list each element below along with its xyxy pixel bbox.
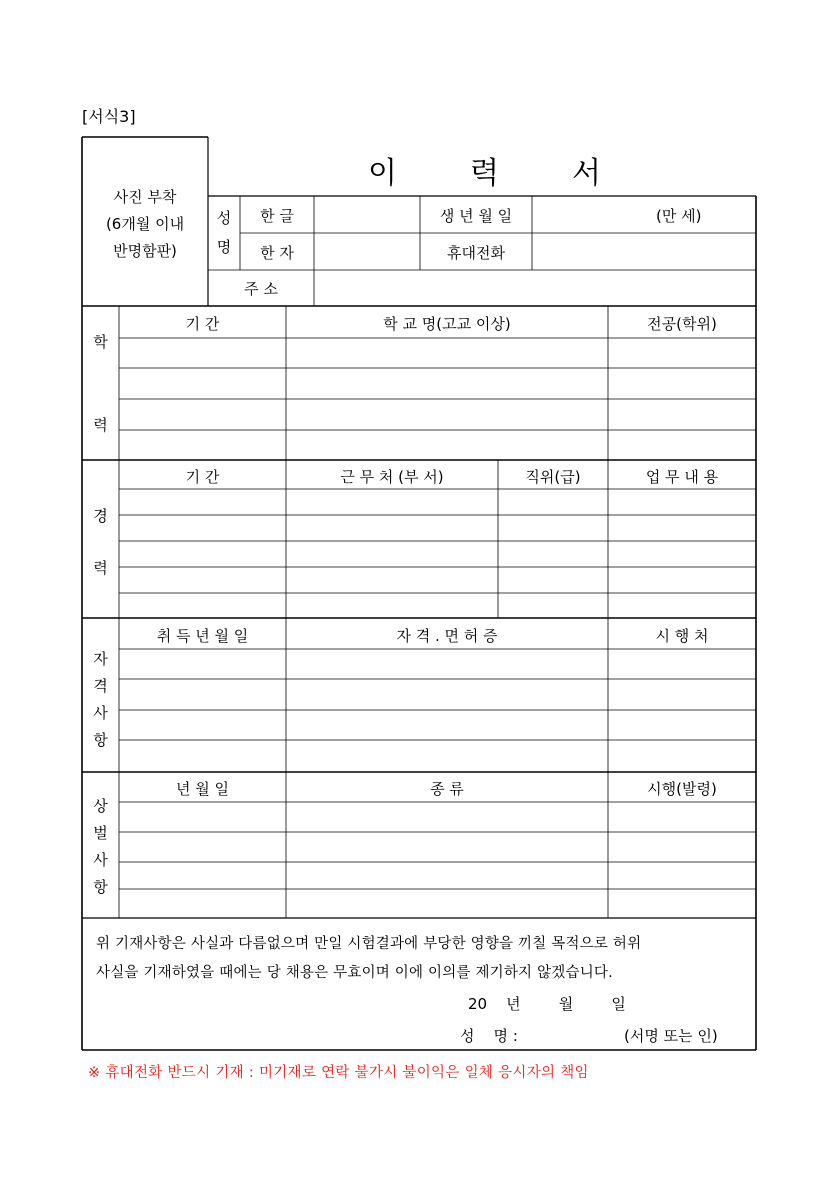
declaration-line-1: 위 기재사항은 사실과 다름없으며 만일 시험결과에 부당한 영향을 끼칠 목적으로 허위 xyxy=(96,936,642,952)
award-side-char: 벌 xyxy=(93,824,108,842)
qualification-side-char: 격 xyxy=(93,677,108,695)
education-header-school: 학 교 명(고교 이상) xyxy=(383,315,511,333)
award-header-issuer: 시행(발령) xyxy=(647,780,717,798)
mobile-phone-label: 휴대전화 xyxy=(447,244,505,262)
photo-label-3: 반명함판) xyxy=(113,242,177,260)
career-header-workplace: 근 무 처 (부 서) xyxy=(340,468,444,486)
declaration-line-2: 사실을 기재하였을 때에는 당 채용은 무효이며 이에 이의를 제기하지 않겠습니다. xyxy=(96,965,613,981)
award-side-char: 항 xyxy=(93,878,108,896)
signature-name-field[interactable] xyxy=(540,1020,620,1044)
award-header-type: 종 류 xyxy=(430,780,464,798)
career-header-duties: 업 무 내 용 xyxy=(645,468,719,486)
award-side-char: 상 xyxy=(93,797,108,815)
education-header-period: 기 간 xyxy=(185,315,220,333)
award-header-date: 년 월 일 xyxy=(175,780,229,798)
qualification-side-char: 사 xyxy=(93,704,108,722)
qualification-side-label xyxy=(82,646,119,754)
hanja-label: 한 자 xyxy=(260,244,294,262)
name-hanja-field[interactable] xyxy=(314,233,420,270)
photo-label-2: (6개월 이내 xyxy=(105,215,185,233)
form-number-label: [서식3] xyxy=(82,107,136,126)
title-char-3: 서 xyxy=(572,156,601,191)
declaration-date: 20 년 월 일 xyxy=(468,995,626,1013)
name-label-2: 명 xyxy=(216,238,232,256)
qualification-header-issuer: 시 행 처 xyxy=(655,627,709,645)
birth-date-field[interactable] xyxy=(532,196,652,233)
phone-required-notice: ※ 휴대전화 반드시 기재 : 미기재로 연락 불가시 불이익은 일체 응시자의 책임 xyxy=(88,1065,589,1081)
address-label: 주 소 xyxy=(244,280,278,298)
award-side-label xyxy=(82,793,119,901)
qualification-side-char: 자 xyxy=(93,650,108,668)
education-side-label-1: 학 xyxy=(93,333,108,351)
address-field[interactable] xyxy=(314,270,756,306)
career-side-label-2: 력 xyxy=(93,559,108,577)
education-header-major: 전공(학위) xyxy=(647,315,717,333)
birth-date-label: 생 년 월 일 xyxy=(439,207,513,225)
signature-hint: (서명 또는 인) xyxy=(624,1027,718,1045)
signature-name-label: 성 명 : xyxy=(460,1027,518,1045)
name-hangul-field[interactable] xyxy=(314,196,420,233)
title-char-1: 이 xyxy=(368,156,397,191)
page-title xyxy=(360,148,610,191)
career-header-position: 직위(급) xyxy=(525,468,581,486)
education-side-label-2: 력 xyxy=(93,416,108,434)
career-side-label-1: 경 xyxy=(93,507,108,525)
hangul-label: 한 글 xyxy=(260,207,294,225)
qualification-side-char: 항 xyxy=(93,731,108,749)
title-char-2: 력 xyxy=(470,156,499,191)
photo-label-1: 사진 부착 xyxy=(113,188,177,206)
qualification-header-license: 자 격 . 면 허 증 xyxy=(396,627,498,645)
qualification-header-date: 취 득 년 월 일 xyxy=(156,627,249,645)
mobile-phone-field[interactable] xyxy=(532,233,756,270)
award-side-char: 사 xyxy=(93,851,108,869)
age-label: (만 세) xyxy=(656,207,702,225)
career-header-period: 기 간 xyxy=(185,468,220,486)
name-label-1: 성 xyxy=(216,209,232,227)
